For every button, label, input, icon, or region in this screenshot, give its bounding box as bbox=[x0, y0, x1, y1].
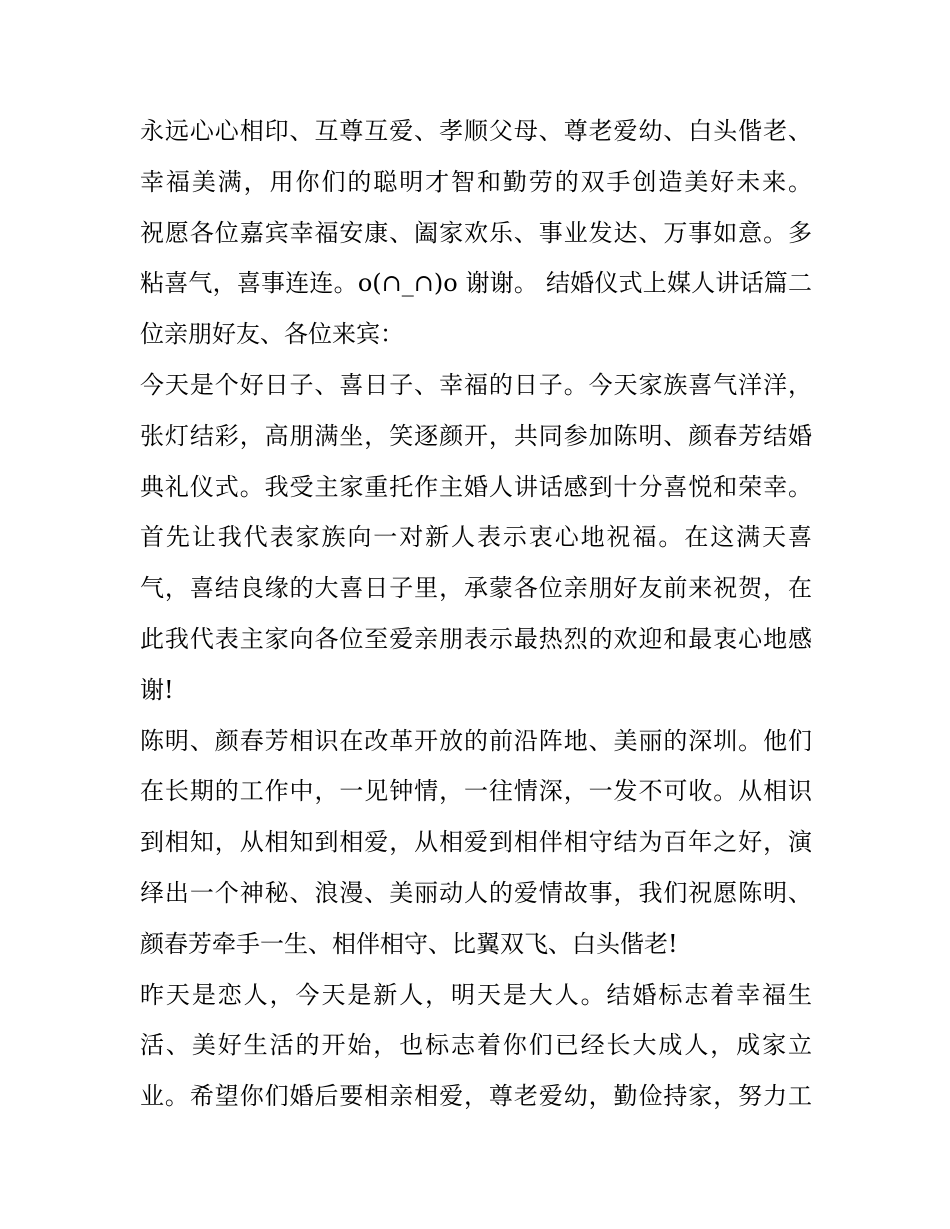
text-line-2: 幸福美满，用你们的聪明才智和勤劳的双手创造美好未来。 bbox=[140, 167, 812, 196]
text-line-3: 祝愿各位嘉宾幸福安康、阖家欢乐、事业发达、万事如意。多 bbox=[140, 218, 812, 247]
text-line-11: 此我代表主家向各位至爱亲朋表示最热烈的欢迎和最衷心地感 bbox=[140, 624, 812, 653]
text-line-8: 典礼仪式。我受主家重托作主婚人讲话感到十分喜悦和荣幸。 bbox=[140, 472, 812, 501]
text-line-4: 粘喜气，喜事连连。o(∩_∩)o 谢谢。 结婚仪式上媒人讲话篇二 bbox=[140, 269, 812, 298]
text-line-16: 绎出一个神秘、浪漫、美丽动人的爱情故事，我们祝愿陈明、 bbox=[140, 878, 812, 907]
text-line-13: 陈明、颜春芳相识在改革开放的前沿阵地、美丽的深圳。他们 bbox=[140, 726, 812, 755]
text-line-17: 颜春芳牵手一生、相伴相守、比翼双飞、白头偕老! bbox=[140, 929, 678, 958]
text-line-9: 首先让我代表家族向一对新人表示衷心地祝福。在这满天喜 bbox=[140, 523, 812, 552]
text-line-5: 位亲朋好友、各位来宾： bbox=[140, 320, 404, 349]
text-line-10: 气，喜结良缘的大喜日子里，承蒙各位亲朋好友前来祝贺，在 bbox=[140, 574, 812, 603]
text-line-20: 业。希望你们婚后要相亲相爱，尊老爱幼，勤俭持家，努力工 bbox=[140, 1082, 812, 1111]
document-body bbox=[140, 106, 812, 1122]
text-line-18: 昨天是恋人，今天是新人，明天是大人。结婚标志着幸福生 bbox=[140, 980, 812, 1009]
text-line-19: 活、美好生活的开始，也标志着你们已经长大成人，成家立 bbox=[140, 1031, 812, 1060]
text-line-7: 张灯结彩，高朋满坐，笑逐颜开，共同参加陈明、颜春芳结婚 bbox=[140, 421, 812, 450]
text-line-1: 永远心心相印、互尊互爱、孝顺父母、尊老爱幼、白头偕老、 bbox=[140, 117, 812, 145]
text-line-15: 到相知，从相知到相爱，从相爱到相伴相守结为百年之好，演 bbox=[140, 828, 812, 857]
text-line-6: 今天是个好日子、喜日子、幸福的日子。今天家族喜气洋洋， bbox=[140, 370, 812, 399]
text-line-12: 谢! bbox=[140, 675, 174, 704]
text-line-14: 在长期的工作中，一见钟情，一往情深，一发不可收。从相识 bbox=[140, 777, 812, 806]
